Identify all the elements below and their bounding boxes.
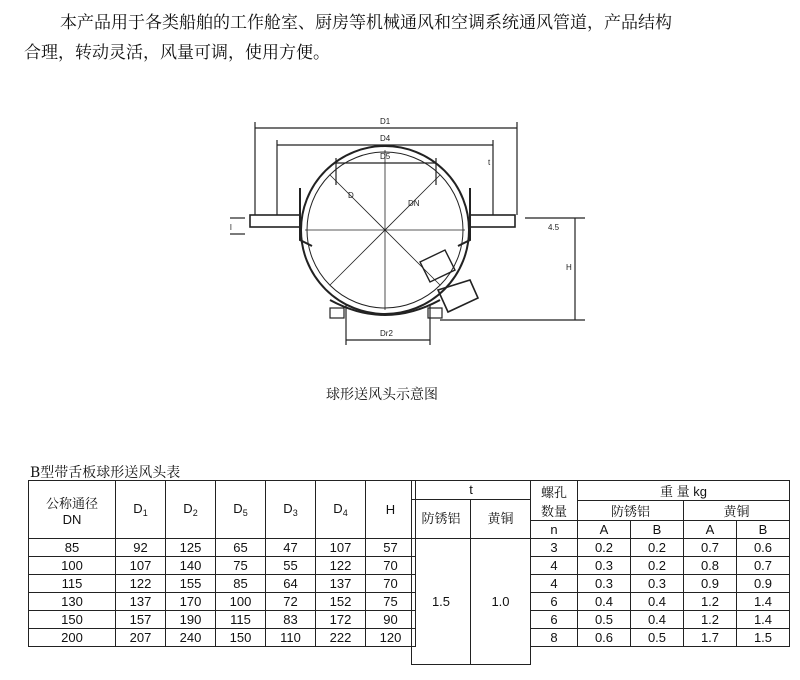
table-cell: 137 <box>316 575 366 593</box>
table-cell: 0.3 <box>578 575 631 593</box>
table-cell: 200 <box>29 629 116 647</box>
table-cell: 0.5 <box>631 629 684 647</box>
table-cell: 107 <box>316 539 366 557</box>
table-cell: 1.4 <box>737 611 790 629</box>
t-col-alu: 防锈铝 <box>411 499 471 539</box>
table-cell: 90 <box>366 611 416 629</box>
label-45: 4.5 <box>548 223 560 232</box>
label-d1: D1 <box>380 117 391 126</box>
table-cell: 64 <box>266 575 316 593</box>
intro-line-1: 本产品用于各类船舶的工作舱室、厨房等机械通风和空调系统通风管道，产品结构 <box>60 13 672 33</box>
table-cell: 47 <box>266 539 316 557</box>
table-cell: 92 <box>116 539 166 557</box>
table-cell: 110 <box>266 629 316 647</box>
table-cell: 240 <box>166 629 216 647</box>
diagram-caption: 球形送风头示意图 <box>326 387 438 403</box>
table-cell: 6 <box>531 593 578 611</box>
table-cell: 140 <box>166 557 216 575</box>
header-dn: 公称通径 DN <box>29 481 116 539</box>
table-cell: 0.6 <box>737 539 790 557</box>
table-cell: 0.2 <box>578 539 631 557</box>
table-row <box>531 557 790 575</box>
t-val-alu: 1.5 <box>411 538 471 665</box>
table-cell: 65 <box>216 539 266 557</box>
table-cell: 0.3 <box>631 575 684 593</box>
label-d4: D4 <box>380 134 391 143</box>
table-cell: 55 <box>266 557 316 575</box>
table-cell: 1.2 <box>684 593 737 611</box>
table-cell: 83 <box>266 611 316 629</box>
header-d5: $D_5$ <box>216 481 266 539</box>
table-cell: 75 <box>216 557 266 575</box>
label-dn: DN <box>408 199 420 208</box>
table-cell: 155 <box>166 575 216 593</box>
label-d5: D5 <box>380 152 391 161</box>
table-cell: 157 <box>116 611 166 629</box>
table-cell: 150 <box>29 611 116 629</box>
table-cell: 172 <box>316 611 366 629</box>
table-cell: 152 <box>316 593 366 611</box>
table-cell: 0.7 <box>737 557 790 575</box>
table-cell: 85 <box>216 575 266 593</box>
table-cell: 122 <box>116 575 166 593</box>
table-row <box>29 629 416 647</box>
table-cell: 137 <box>116 593 166 611</box>
table-cell: 115 <box>216 611 266 629</box>
header-weight: 重 量 kg <box>578 481 790 501</box>
header-n: n <box>531 521 578 539</box>
table-cell: 0.2 <box>631 557 684 575</box>
table-row <box>531 593 790 611</box>
t-val-brass: 1.0 <box>470 538 531 665</box>
table-cell: 1.2 <box>684 611 737 629</box>
table-cell: 130 <box>29 593 116 611</box>
table-cell: 1.4 <box>737 593 790 611</box>
header-d1: $D_1$ <box>116 481 166 539</box>
header-d3: $D_3$ <box>266 481 316 539</box>
header-holes: 螺孔 数量 <box>531 481 578 521</box>
table-cell: 1.5 <box>737 629 790 647</box>
table-cell: 120 <box>366 629 416 647</box>
table-cell: 170 <box>166 593 216 611</box>
table-cell: 0.8 <box>684 557 737 575</box>
table-cell: 72 <box>266 593 316 611</box>
intro-line-2: 合理，转动灵活，风量可调，使用方便。 <box>24 43 330 63</box>
table-cell: 0.9 <box>684 575 737 593</box>
header-weight-alu: 防锈铝 <box>578 501 684 521</box>
table-cell: 0.7 <box>684 539 737 557</box>
table-row <box>29 575 416 593</box>
table-cell: 222 <box>316 629 366 647</box>
dimension-table <box>28 480 416 647</box>
header-h: H <box>366 481 416 539</box>
table-cell: 207 <box>116 629 166 647</box>
header-alu-a: A <box>578 521 631 539</box>
table-cell: 0.4 <box>578 593 631 611</box>
table-cell: 4 <box>531 557 578 575</box>
table-cell: 0.3 <box>578 557 631 575</box>
table-cell: 125 <box>166 539 216 557</box>
table-row <box>531 575 790 593</box>
table-row <box>531 629 790 647</box>
label-l: l <box>230 223 232 232</box>
table-cell: 107 <box>116 557 166 575</box>
table-cell: 57 <box>366 539 416 557</box>
table-cell: 4 <box>531 575 578 593</box>
table-row <box>29 593 416 611</box>
table-row <box>531 611 790 629</box>
label-h: H <box>566 263 572 272</box>
weight-table <box>530 480 790 647</box>
table-cell: 75 <box>366 593 416 611</box>
header-brass-b: B <box>737 521 790 539</box>
table-cell: 0.4 <box>631 593 684 611</box>
table-cell: 100 <box>216 593 266 611</box>
header-weight-brass: 黄铜 <box>684 501 790 521</box>
header-alu-b: B <box>631 521 684 539</box>
t-col-brass: 黄铜 <box>470 499 531 539</box>
table-row <box>531 539 790 557</box>
table-cell: 3 <box>531 539 578 557</box>
label-d: D <box>348 191 354 200</box>
table-cell: 85 <box>29 539 116 557</box>
table-cell: 1.7 <box>684 629 737 647</box>
table-cell: 0.2 <box>631 539 684 557</box>
table-row <box>29 557 416 575</box>
table-cell: 0.5 <box>578 611 631 629</box>
table-cell: 70 <box>366 575 416 593</box>
table-cell: 0.6 <box>578 629 631 647</box>
table-cell: 115 <box>29 575 116 593</box>
table-cell: 0.4 <box>631 611 684 629</box>
table-cell: 100 <box>29 557 116 575</box>
table-row <box>29 611 416 629</box>
table-cell: 6 <box>531 611 578 629</box>
table-cell: 190 <box>166 611 216 629</box>
label-t: t <box>488 158 491 167</box>
label-dr2: Dr2 <box>380 329 393 338</box>
header-brass-a: A <box>684 521 737 539</box>
table-title: B型带舌板球形送风头表 <box>30 465 181 481</box>
header-d2: $D_2$ <box>166 481 216 539</box>
table-cell: 70 <box>366 557 416 575</box>
header-d4: $D_4$ <box>316 481 366 539</box>
table-row <box>29 539 416 557</box>
table-cell: 8 <box>531 629 578 647</box>
t-header: t <box>411 480 531 500</box>
table-cell: 0.9 <box>737 575 790 593</box>
table-cell: 122 <box>316 557 366 575</box>
table-cell: 150 <box>216 629 266 647</box>
